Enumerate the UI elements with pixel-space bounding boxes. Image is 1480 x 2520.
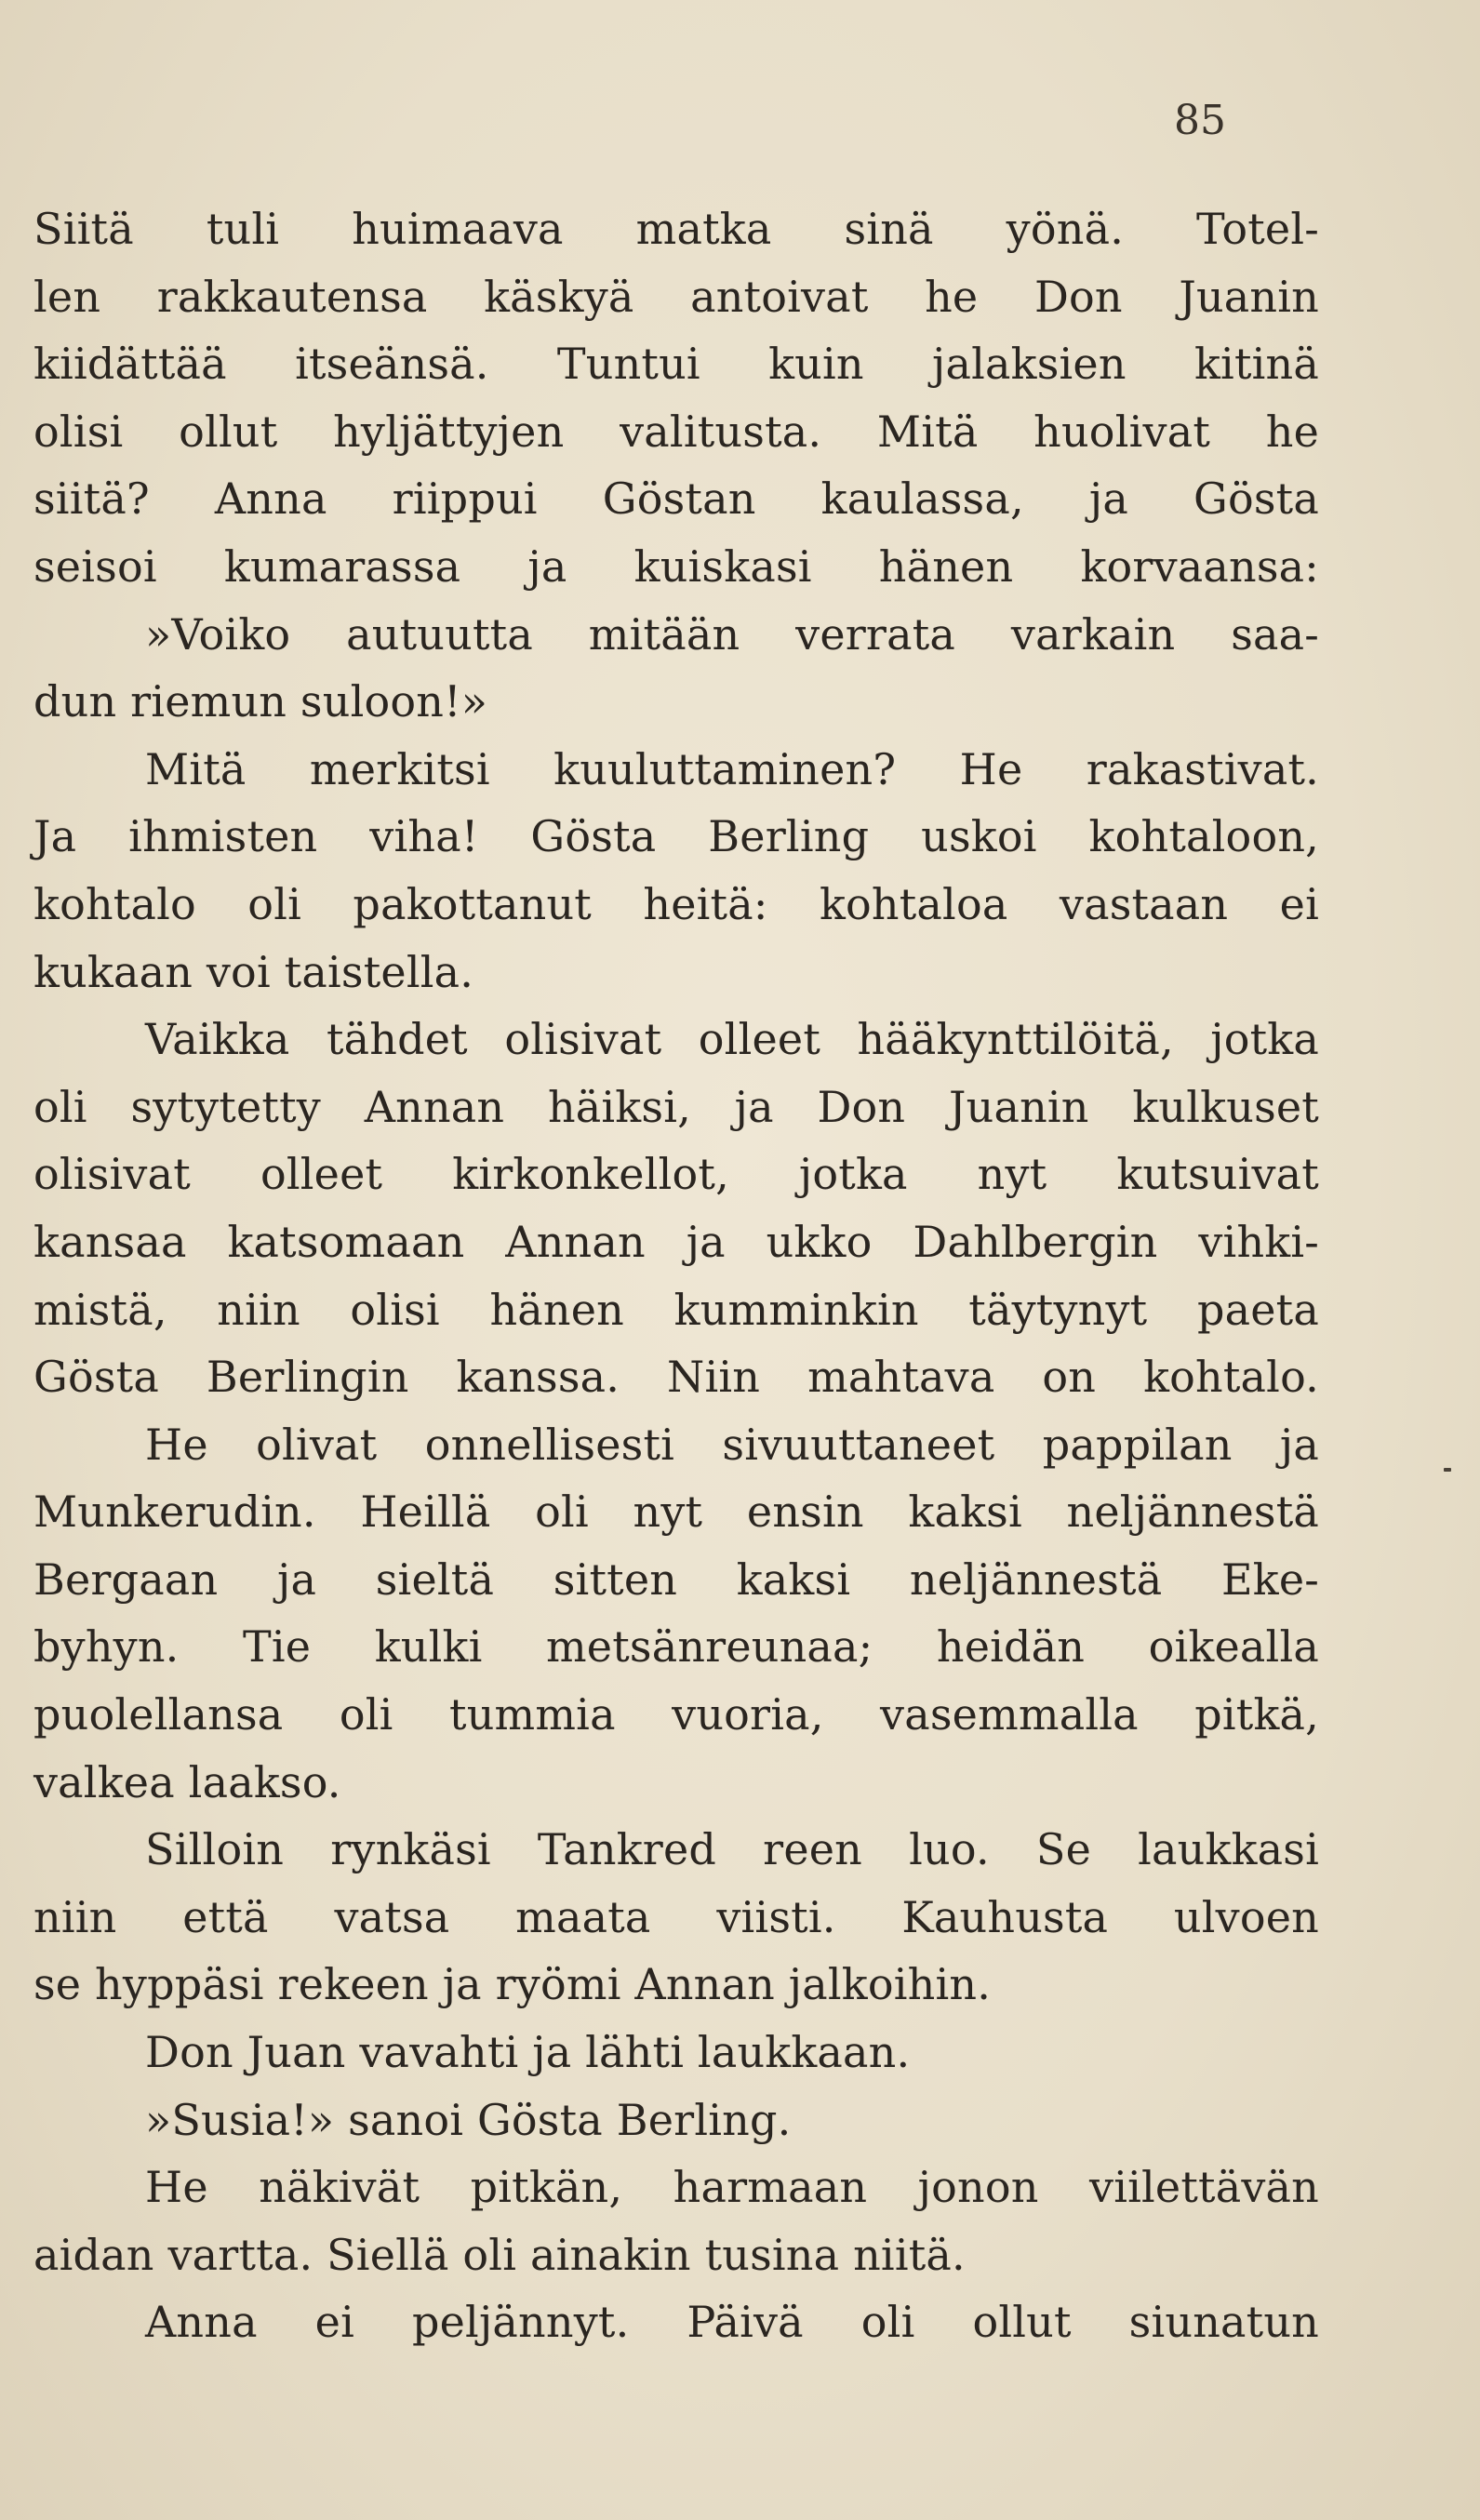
text-line: valkea laakso. xyxy=(33,1756,341,1807)
text-line: Silloin rynkäsi Tankred reen luo. Se laukkasi xyxy=(145,1824,1319,1875)
text-line: Don Juan vavahti ja lähti laukkaan. xyxy=(145,2027,911,2078)
text-line: siitä? Anna riippui Göstan kaulassa, ja Gösta xyxy=(33,473,1319,525)
text-line: Siitä tuli huimaava matka sinä yönä. Totel- xyxy=(33,204,1319,254)
text-line: Ja ihmisten viha! Gösta Berling uskoi kohtaloon, xyxy=(33,811,1319,862)
text-line: Mitä merkitsi kuuluttaminen? He rakastivat. xyxy=(145,743,1319,794)
margin-mark xyxy=(1444,1468,1451,1472)
text-line: olisivat olleet kirkonkellot, jotka nyt kutsuivat xyxy=(33,1149,1319,1200)
text-line: He olivat onnellisesti sivuuttaneet pappilan ja xyxy=(145,1419,1319,1470)
text-line: Anna ei peljännyt. Päivä oli ollut siunatun xyxy=(145,2297,1319,2348)
text-line: »Susia!» sanoi Gösta Berling. xyxy=(145,2094,792,2145)
text-line: He näkivät pitkän, harmaan jonon viilettävän xyxy=(145,2162,1319,2213)
text-line: byhyn. Tie kulki metsänreunaa; heidän oikealla xyxy=(33,1621,1319,1673)
text-line: Gösta Berlingin kanssa. Niin mahtava on kohtalo. xyxy=(33,1352,1319,1403)
text-line: len rakkautensa käskyä antoivat he Don Juanin xyxy=(33,271,1319,322)
page-number: 85 xyxy=(1174,97,1226,144)
text-line: kohtalo oli pakottanut heitä: kohtaloa vastaan ei xyxy=(33,878,1319,929)
text-line: puolellansa oli tummia vuoria, vasemmalla pitkä, xyxy=(33,1689,1319,1740)
text-line: »Voiko autuutta mitään verrata varkain saa- xyxy=(145,608,1319,660)
text-line: olisi ollut hyljättyjen valitusta. Mitä huolivat he xyxy=(33,406,1319,457)
text-line: seisoi kumarassa ja kuiskasi hänen korvaansa: xyxy=(33,540,1319,592)
text-line: niin että vatsa maata viisti. Kauhusta ulvoen xyxy=(33,1891,1319,1942)
text-line: Munkerudin. Heillä oli nyt ensin kaksi neljännestä xyxy=(33,1487,1319,1538)
text-line: Bergaan ja sieltä sitten kaksi neljännestä Eke- xyxy=(33,1553,1319,1605)
text-line: kiidättää itseänsä. Tuntui kuin jalaksien kitinä xyxy=(33,339,1319,390)
body-text xyxy=(33,195,1319,2356)
text-line: se hyppäsi rekeen ja ryömi Annan jalkoihin. xyxy=(33,1959,992,2010)
text-line: kansaa katsomaan Annan ja ukko Dahlbergin vihki- xyxy=(33,1216,1319,1267)
text-line: aidan vartta. Siellä oli ainakin tusina niitä. xyxy=(33,2229,966,2280)
text-line: oli sytytetty Annan häiksi, ja Don Juanin kulkuset xyxy=(33,1081,1319,1132)
text-line: kukaan voi taistella. xyxy=(33,946,474,997)
text-line: dun riemun suloon!» xyxy=(33,676,488,727)
text-line: mistä, niin olisi hänen kumminkin täytynyt paeta xyxy=(33,1284,1319,1335)
text-line: Vaikka tähdet olisivat olleet hääkynttilöitä, jotka xyxy=(145,1014,1319,1065)
